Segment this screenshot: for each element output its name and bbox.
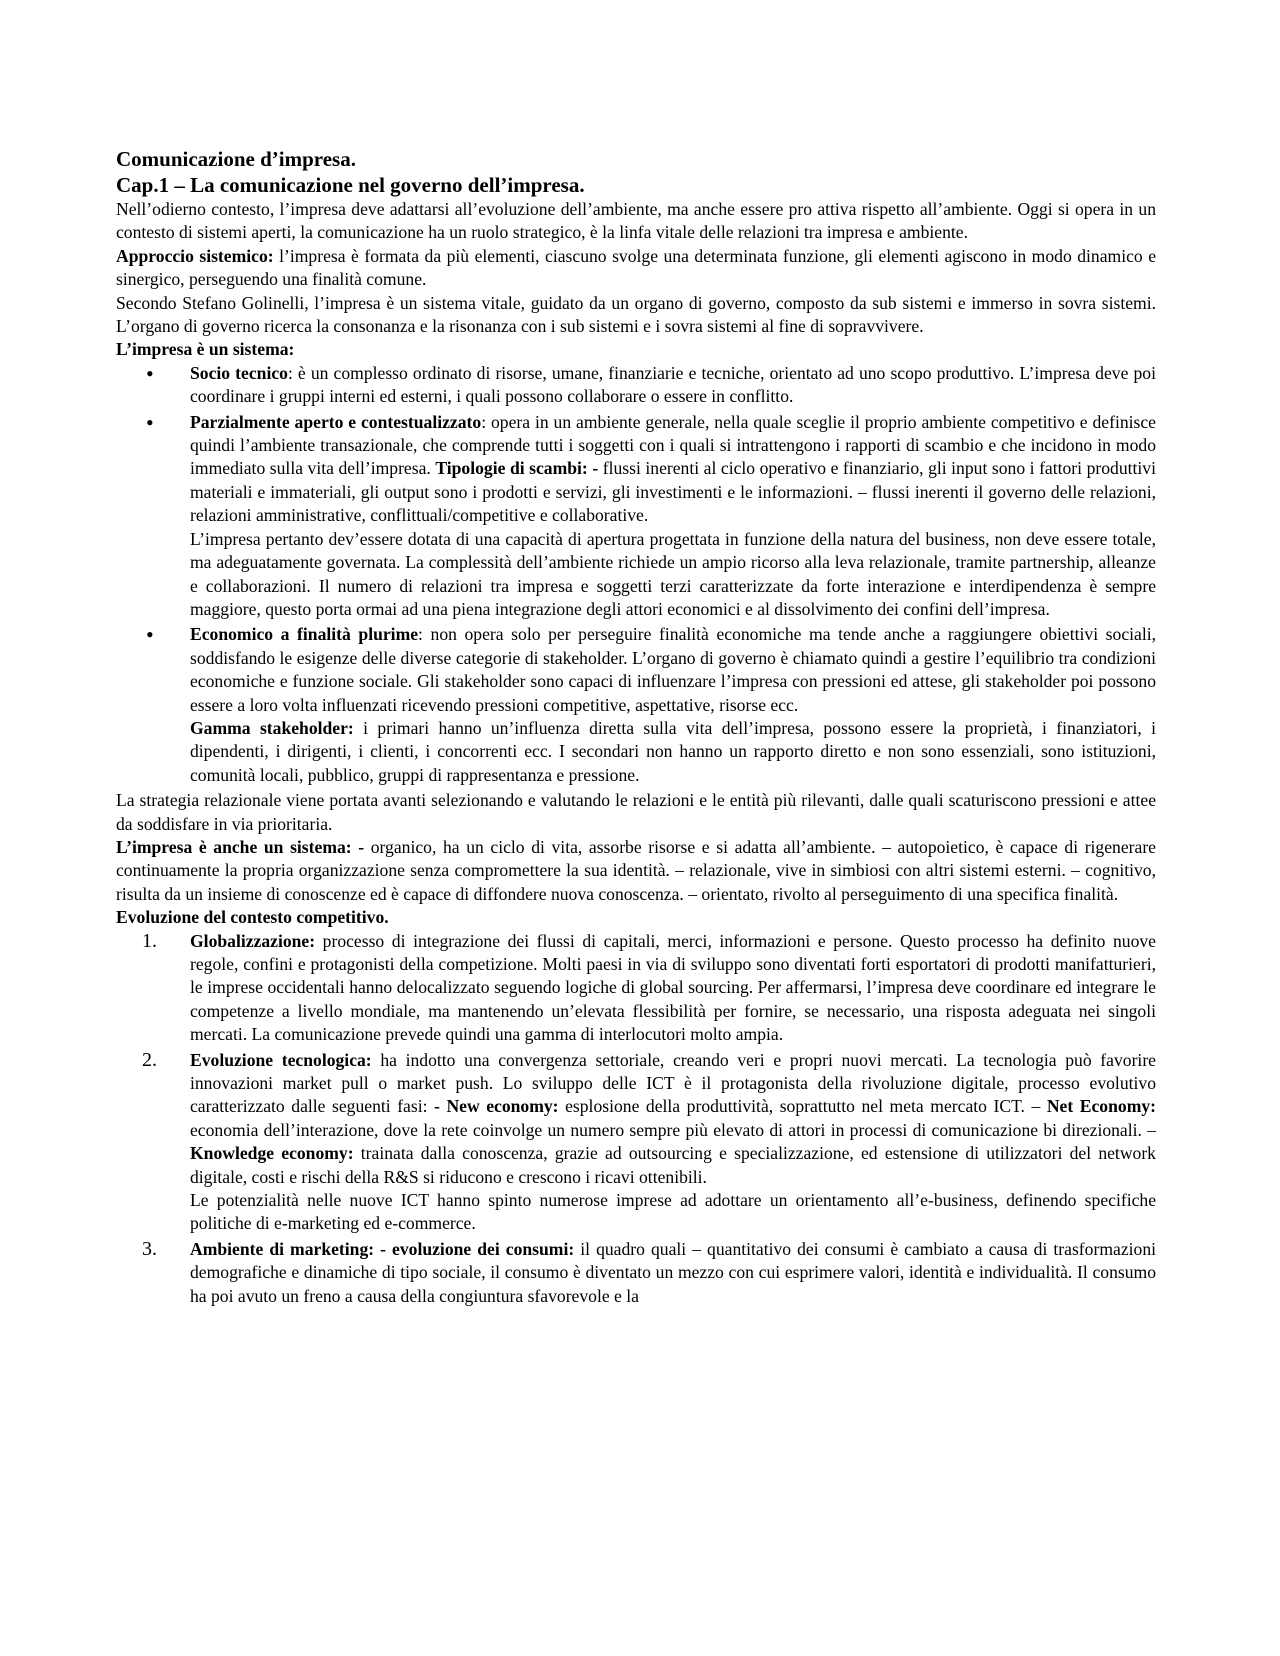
ict-paragraph: Le potenzialità nelle nuove ICT hanno spinto numerose imprese ad adottare un orientamento all’e-business, definendo specifiche politiche di e-marketing ed e-commerce. (190, 1190, 1156, 1234)
bullet-item-socio-tecnico (146, 360, 1156, 409)
numbered-text: processo di integrazione dei flussi di capitali, merci, informazioni e persone. Questo processo ha definito nuove regole, confini e protagonisti della competizione. Molti paesi in via di sviluppo sono diventati forti esportatori di prodotti manifatturieri, le imprese occidentali hanno delocalizzato seguendo logiche di global sourcing. Per affermarsi, l’impresa deve coordinare ed integrare le competenze a livello mondiale, ma mantenendo un’elevata flessibilità per fornire, se necessario, una risposta adeguata nei singoli mercati. La comunicazione prevede quindi una gamma di interlocutori molto ampia. (190, 930, 1156, 1045)
system-bullet-list (116, 362, 1156, 787)
strategy-paragraph: La strategia relazionale viene portata avanti selezionando e valutando le relazioni e le entità più rilevanti, dalle quali scaturiscono pressioni e attee da soddisfare in via prioritaria. (116, 790, 1156, 834)
numbered-text: ha indotto una convergenza settoriale, creando veri e propri nuovi mercati. La tecnologia può favorire innovazioni market pull o market push. Lo sviluppo delle ICT è il protagonista della rivoluzione digitale, processo evolutivo caratterizzato dalle seguenti fasi: (190, 1049, 1156, 1117)
new-economy-text: esplosione della produttività, soprattutto nel meta mercato ICT. – (558, 1096, 1047, 1117)
approach-label: Approccio sistemico: (116, 245, 274, 266)
bullet-paragraph (190, 411, 1156, 528)
net-economy-label: Net Economy: (1046, 1096, 1157, 1117)
knowledge-economy-text: trainata dalla conoscenza, grazie ad outsourcing e specializzazione, ed estensione di utilizzatori del network digitale, costi e rischi della R&S si riducono e crescono i ricavi ottenibili. (190, 1143, 1156, 1187)
numbered-item-globalizzazione (142, 929, 1156, 1047)
bullet-text: : opera in un ambiente generale, nella quale sceglie il proprio ambiente competitivo e definisce quindi l’ambiente transazionale, che comprende tutti i soggetti con i quali si intrattengono i rapporti di scambio e che incidono in modo immediato sulla vita dell’impresa. (190, 411, 1156, 479)
bullet-label: Parzialmente aperto e contestualizzato (190, 411, 482, 432)
document-title: Comunicazione d’impresa. (116, 147, 356, 171)
also-system-text: organico, ha un ciclo di vita, assorbe risorse e si adatta all’ambiente. – autopoietico, è capace di rigenerare continuamente la propria organizzazione senza compromettere la sua identità. – relazionale, vive in simbiosi con altri sistemi esterni. – cognitivo, risulta da un insieme di conoscenze ed è capace di diffondere nuova conoscenza. – orientato, rivolto al perseguimento di una specifica finalità. (116, 836, 1156, 904)
intro-paragraph: Nell’odierno contesto, l’impresa deve adattarsi all’evoluzione dell’ambiente, ma anche essere pro attiva rispetto all’ambiente. Oggi si opera in un contesto di sistemi aperti, la comunicazione ha un ruolo strategico, è la linfa vitale delle relazioni tra impresa e ambiente. (116, 199, 1156, 243)
number-marker: 2. (142, 1048, 157, 1071)
also-system-label: L’impresa è anche un sistema: - (116, 836, 365, 857)
numbered-label: Ambiente di marketing: - evoluzione dei consumi: (190, 1238, 575, 1259)
number-marker: 1. (142, 929, 157, 952)
stakeholder-text: i primari hanno un’influenza diretta sulla vita dell’impresa, possono essere la proprietà, i finanziatori, i dipendenti, i dirigenti, i clienti, i concorrenti ecc. I secondari non hanno un rapporto diretto e non sono essenziali, sono istituzioni, comunità locali, pubblico, gruppi di rappresentanza e pressione. (190, 717, 1156, 785)
document-body (116, 146, 1156, 1310)
apertura-paragraph: L’impresa pertanto dev’essere dotata di una capacità di apertura progettata in funzione della natura del business, non deve essere totale, ma adeguatamente governata. La complessità dell’ambiente richiede un ampio ricorso alla leva relazionale, tramite partnership, alleanze e collaborazioni. Il numero di relazioni tra impresa e soggetti terzi caratterizzate da forte interazione e interdipendenza è sempre maggiore, questo porta ormai ad una piena integrazione degli attori economici e al dissolvimento dei confini dell’impresa. (190, 528, 1156, 619)
scambi-text: flussi inerenti al ciclo operativo e finanziario, gli input sono i fattori produttivi materiali e immateriali, gli output sono i prodotti e servizi, gli investimenti e le informazioni. – flussi inerenti il governo delle relazioni, relazioni amministrative, conflittuali/competitive e collaborative. (190, 458, 1156, 526)
numbered-label: Globalizzazione: (190, 930, 316, 951)
also-system-paragraph (116, 836, 1156, 906)
bullet-label: Socio tecnico (190, 362, 288, 383)
net-economy-text: economia dell’interazione, dove la rete coinvolge un numero sempre più elevato di attori in processi di comunicazione bi direzionali. – (190, 1119, 1156, 1140)
stakeholder-label: Gamma stakeholder: (190, 717, 354, 738)
stakeholder-paragraph (190, 717, 1156, 787)
bullet-text: : è un complesso ordinato di risorse, umane, finanziarie e tecniche, orientato ad uno scopo produttivo. L’impresa deve poi coordinare i gruppi interni ed esterni, i quali possono collaborare o essere in conflitto. (190, 362, 1156, 407)
bullet-item-economico (146, 622, 1157, 787)
golinelli-paragraph: Secondo Stefano Golinelli, l’impresa è un sistema vitale, guidato da un organo di governo, composto da sub sistemi e immerso in sovra sistemi. L’organo di governo ricerca la consonanza e la risonanza con i sub sistemi e i sovra sistemi al fine di sopravvivere. (116, 292, 1156, 337)
numbered-label: Evoluzione tecnologica: (190, 1049, 372, 1070)
bullet-item-parzialmente-aperto (146, 409, 1156, 622)
number-marker: 3. (142, 1237, 157, 1260)
numbered-item-ambiente-marketing (142, 1237, 1156, 1308)
bullet-label: Economico a finalità plurime (190, 624, 419, 645)
numbered-paragraph (190, 930, 1156, 1047)
scambi-label: Tipologie di scambi: - (435, 458, 599, 479)
numbered-text: il quadro quali – quantitativo dei consumi è cambiato a causa di trasformazioni demografiche e dinamiche di tipo sociale, il consumo è diventato un mezzo con cui esprimere valori, identità e individualità. Il consumo ha poi avuto un freno a causa della congiuntura sfavorevole e la (190, 1238, 1156, 1306)
chapter-title: Cap.1 – La comunicazione nel governo dell’impresa. (116, 173, 585, 197)
bullet-marker: • (146, 409, 154, 435)
bullet-paragraph (190, 623, 1156, 717)
numbered-item-evoluzione-tecnologica (142, 1048, 1157, 1236)
numbered-paragraph (190, 1049, 1156, 1189)
evolution-heading: Evoluzione del contesto competitivo. (116, 907, 389, 928)
bullet-paragraph (190, 362, 1156, 409)
knowledge-economy-label: Knowledge economy: (190, 1143, 354, 1164)
bullet-marker: • (146, 360, 154, 386)
approach-text: l’impresa è formata da più elementi, ciascuno svolge una determinata funzione, gli elementi agiscono in modo dinamico e sinergico, perseguendo una finalità comune. (116, 245, 1156, 290)
new-economy-label: - New economy: (434, 1096, 559, 1117)
approach-paragraph (116, 245, 1156, 292)
numbered-paragraph (190, 1238, 1156, 1308)
evolution-numbered-list (116, 930, 1156, 1309)
system-heading: L’impresa è un sistema: (116, 339, 295, 360)
bullet-text: : non opera solo per perseguire finalità economiche ma tende anche a raggiungere obiettivi sociali, soddisfando le esigenze delle diverse categorie di stakeholder. L’organo di governo è chiamato quindi a gestire l’equilibrio tra condizioni economiche e funzione sociale. Gli stakeholder sono capaci di influenzare l’impresa con pressioni ed attese, gli stakeholder poi possono essere a loro volta influenzati ricevendo pressioni competitive, aspettative, risorse ecc. (190, 624, 1157, 715)
bullet-marker: • (146, 622, 154, 648)
